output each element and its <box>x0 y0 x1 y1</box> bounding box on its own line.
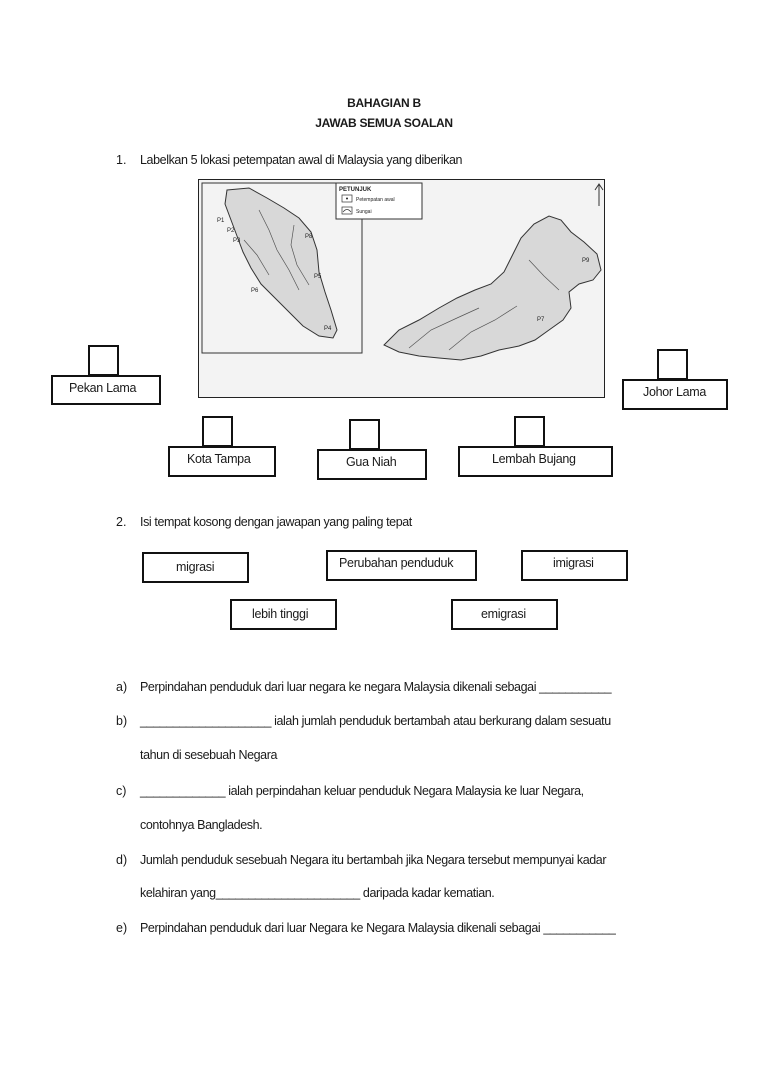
north-arrow-icon <box>595 184 603 206</box>
label-box-kota-tampa: Kota Tampa <box>168 446 276 477</box>
item-d-line2: kelahiran yang______________________ daripada kadar kematian. <box>140 886 495 900</box>
item-e-marker: e) <box>116 921 128 935</box>
map-point-label: P4 <box>324 326 332 332</box>
peninsula-landmass <box>225 188 337 338</box>
label-box-gua-niah: Gua Niah <box>317 449 427 480</box>
map-point-label: P8 <box>305 234 313 240</box>
item-b-line2: tahun di sesebuah Negara <box>140 748 278 762</box>
settlement-point-icon <box>346 198 348 200</box>
item-c-line2: contohnya Bangladesh. <box>140 818 263 832</box>
map-point-label: P1 <box>217 218 225 224</box>
word-bank-emigrasi: emigrasi <box>451 599 558 630</box>
answer-square-pekan-lama[interactable] <box>88 345 119 376</box>
item-d-marker: d) <box>116 853 128 867</box>
legend-item-river: Sungai <box>356 209 372 215</box>
item-c-line1: _____________ ialah perpindahan keluar penduduk Negara Malaysia ke luar Negara, <box>140 784 584 798</box>
item-d-line1: Jumlah penduduk sesebuah Negara itu bertambah jika Negara tersebut mempunyai kadar <box>140 853 607 867</box>
item-a-marker: a) <box>116 680 128 694</box>
map-point-label: P7 <box>537 317 545 323</box>
answer-square-lembah-bujang[interactable] <box>514 416 545 447</box>
label-box-johor-lama: Johor Lama <box>622 379 728 410</box>
map-point-label: P3 <box>233 238 241 244</box>
label-box-lembah-bujang: Lembah Bujang <box>458 446 613 477</box>
legend-title: PETUNJUK <box>339 187 372 193</box>
item-a-text: Perpindahan penduduk dari luar negara ke negara Malaysia dikenali sebagai ___________ <box>140 680 612 694</box>
q1-text: Labelkan 5 lokasi petempatan awal di Malaysia yang diberikan <box>140 153 463 167</box>
word-bank-perubahan-penduduk: Perubahan penduduk <box>326 550 477 581</box>
answer-square-kota-tampa[interactable] <box>202 416 233 447</box>
section-instruction: JAWAB SEMUA SOALAN <box>315 116 453 130</box>
map-point-label: P2 <box>227 228 235 234</box>
word-bank-lebih-tinggi: lebih tinggi <box>230 599 337 630</box>
answer-square-johor-lama[interactable] <box>657 349 688 380</box>
malaysia-map <box>198 179 605 398</box>
item-b-marker: b) <box>116 714 128 728</box>
q2-number: 2. <box>116 515 127 529</box>
label-box-pekan-lama: Pekan Lama <box>51 375 161 405</box>
answer-square-gua-niah[interactable] <box>349 419 380 450</box>
word-bank-imigrasi: imigrasi <box>521 550 628 581</box>
q1-number: 1. <box>116 153 127 167</box>
item-c-marker: c) <box>116 784 127 798</box>
legend-item-settlement: Petempatan awal <box>356 197 395 203</box>
word-bank-migrasi: migrasi <box>142 552 249 583</box>
map-point-label: P5 <box>314 274 322 280</box>
map-point-label: P9 <box>582 258 590 264</box>
map-svg <box>199 180 604 397</box>
item-e-text: Perpindahan penduduk dari luar Negara ke Negara Malaysia dikenali sebagai ___________ <box>140 921 616 935</box>
borneo-landmass <box>384 216 601 360</box>
q2-text: Isi tempat kosong dengan jawapan yang paling tepat <box>140 515 412 529</box>
item-b-line1: ____________________ ialah jumlah penduduk bertambah atau berkurang dalam sesuatu <box>140 714 611 728</box>
section-title: BAHAGIAN B <box>347 96 421 110</box>
map-point-label: P6 <box>251 288 259 294</box>
